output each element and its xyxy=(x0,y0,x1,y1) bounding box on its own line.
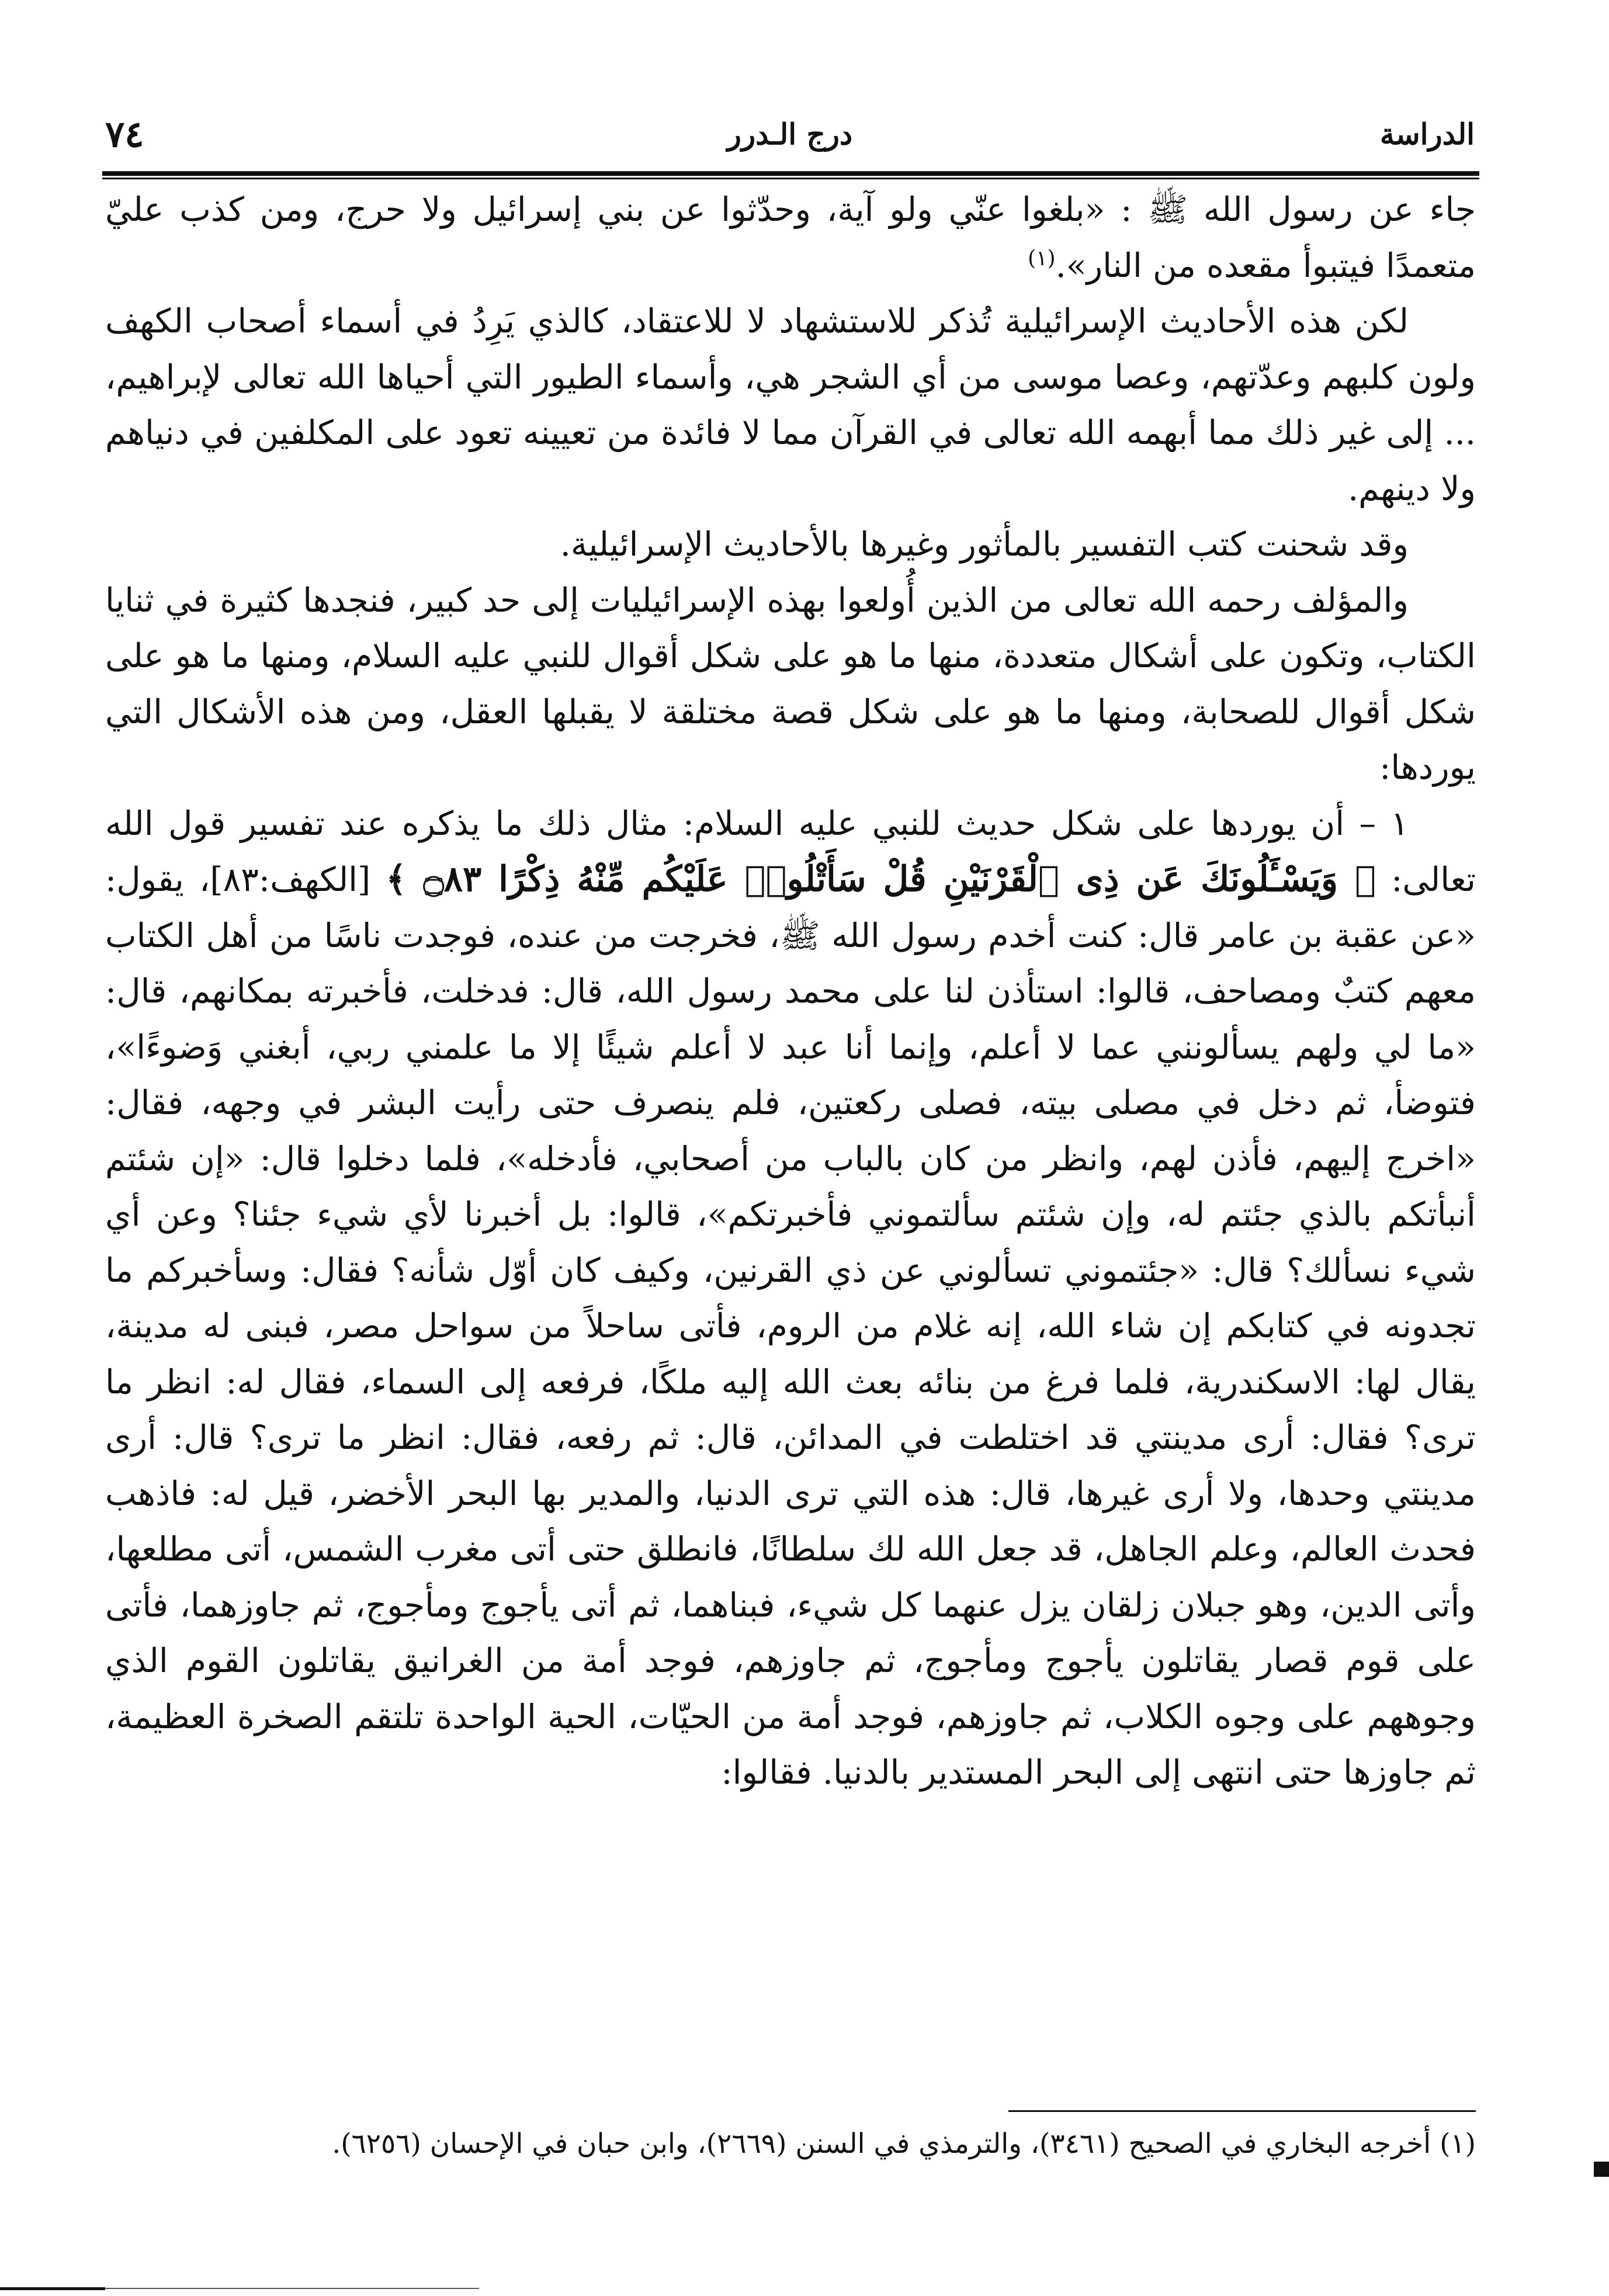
bottom-edge-rule-thin xyxy=(105,2288,479,2289)
quran-verse: ﴿ وَيَسْـَٔلُونَكَ عَن ذِى ٱلْقَرْنَيْنِ قُلْ سَأَتْلُوا۟ عَلَيْكُم مِّنْهُ ذِكْرًا ۝٨٣ ﴾ xyxy=(386,859,1376,900)
paragraph-hadith: جاء عن رسول الله ﷺ : «بلغوا عنّي ولو آية، وحدّثوا عن بني إسرائيل ولا حرج، ومن كذب عليّ متعمدًا فيتبوأ مقعده من النار».$^{(١)}$ xyxy=(105,190,1476,285)
footnote-marker: (١) xyxy=(1028,246,1056,270)
bottom-edge-rule xyxy=(0,2287,105,2290)
header-rule xyxy=(102,171,1479,179)
footnote-rule xyxy=(1008,2110,1476,2112)
paragraph-example-1: ١ – أن يوردها على شكل حديث للنبي عليه السلام: مثال ذلك ما يذكره عند تفسير قول الله تعالى: ﴿ وَيَسْـَٔلُونَكَ عَن ذِى ٱلْقَرْنَيْنِ قُلْ سَأَتْلُوا۟ عَلَيْكُم مِّنْهُ ذِكْرًا ۝٨٣ ﴾ [الكهف:٨٣]، يقول: «عن عقبة بن عامر قال: كنت أخدم رسول الله ﷺ، فخرجت من عنده، فوجدت ناسًا من أهل الكتاب معهم كتبٌ ومصاحف، قالوا: استأذن لنا على محمد رسول الله، قال: فدخلت، فأخبرته بمكانهم، قال: «ما لي ولهم يسألونني عما لا أعلم، وإنما أنا عبد لا أعلم شيئًا إلا ما علمني ربي، أبغني وَضوءًا»، فتوضأ، ثم دخل في مصلى بيته، فصلى ركعتين، فلم ينصرف حتى رأيت البشر في وجهه، فقال: «اخرج إليهم، فأذن لهم، وانظر من كان بالباب من أصحابي، فأدخله»، فلما دخلوا قال: «إن شئتم أنبأتكم بالذي جئتم له، وإن شئتم سألتموني فأخبرتكم»، قالوا: بل أخبرنا لأي شيء جئنا؟ وعن أي شيء نسألك؟ قال: «جئتموني تسألوني عن ذي القرنين، وكيف كان أوّل شأنه؟ فقال: وسأخبركم ما تجدونه في كتابكم إن شاء الله، إنه غلام من الروم، فأتى ساحلاً من سواحل مصر، فبنى له مدينة، يقال لها: الاسكندرية، فلما فرغ من بنائه بعث الله إليه ملكًا، فرفعه إلى السماء، فقال له: انظر ما ترى؟ فقال: أرى مدينتي قد اختلطت في المدائن، قال: ثم رفعه، فقال: انظر ما ترى؟ قال: أرى مدينتي وحدها، ولا أرى غيرها، قال: هذه التي ترى الدنيا، والمدير بها البحر الأخضر، قيل له: فاذهب فحدث العالم، وعلم الجاهل، قد جعل الله لك سلطانًا، فانطلق حتى أتى مغرب الشمس، أتى مطلعها، وأتى الدين، وهو جبلان زلقان يزل عنهما كل شيء، فبناهما، ثم أتى يأجوج ومأجوج، ثم جاوزهما، فأتى على قوم قصار يقاتلون يأجوج ومأجوج، ثم جاوزهم، فوجد أمة من الغرانيق يقاتلون القوم الذي وجوههم على وجوه الكلاب، ثم جاوزهم، فوجد أمة من الحيّات، الحية الواحدة تلتقم الصخرة العظيمة، ثم جاوزها حتى انتهى إلى البحر المستدير بالدنيا. فقالوا: xyxy=(105,804,1476,1792)
footnote: (١) أخرجه البخاري في الصحيح (٣٤٦١)، والترمذي في السنن (٢٦٦٩)، وابن حبان في الإحسان (٦٢٥٦). xyxy=(332,2128,1476,2160)
paragraph-tafsir-books: وقد شحنت كتب التفسير بالمأثور وغيرها بالأحاديث الإسرائيلية. xyxy=(560,525,1409,564)
margin-mark xyxy=(1594,2162,1609,2177)
section-title: الدراسة xyxy=(1379,117,1475,151)
main-text xyxy=(105,182,1476,1801)
page-number: ٧٤ xyxy=(105,113,144,155)
paragraph-israiliyyat: لكن هذه الأحاديث الإسرائيلية تُذكر للاستشهاد لا للاعتقاد، كالذي يَرِدُ في أسماء أصحاب الكهف ولون كلبهم وعدّتهم، وعصا موسى من أي الشجر هي، وأسماء الطيور التي أحياها الله تعالى لإبراهيم، ... إلى غير ذلك مما أبهمه الله تعالى في القرآن مما لا فائدة من تعيينه تعود على المكلفين في دنياهم ولا دينهم. xyxy=(105,302,1476,508)
book-title: درج الـدرر xyxy=(727,117,853,151)
paragraph-author: والمؤلف رحمه الله تعالى من الذين أُولعوا بهذه الإسرائيليات إلى حد كبير، فنجدها كثيرة في ثنايا الكتاب، وتكون على أشكال متعددة، منها ما هو على شكل أقوال للنبي عليه السلام، ومنها ما هو على شكل أقوال للصحابة، ومنها ما هو على شكل قصة مختلقة لا يقبلها العقل، ومن هذه الأشكال التي يوردها: xyxy=(105,581,1476,787)
running-header xyxy=(105,108,1475,161)
